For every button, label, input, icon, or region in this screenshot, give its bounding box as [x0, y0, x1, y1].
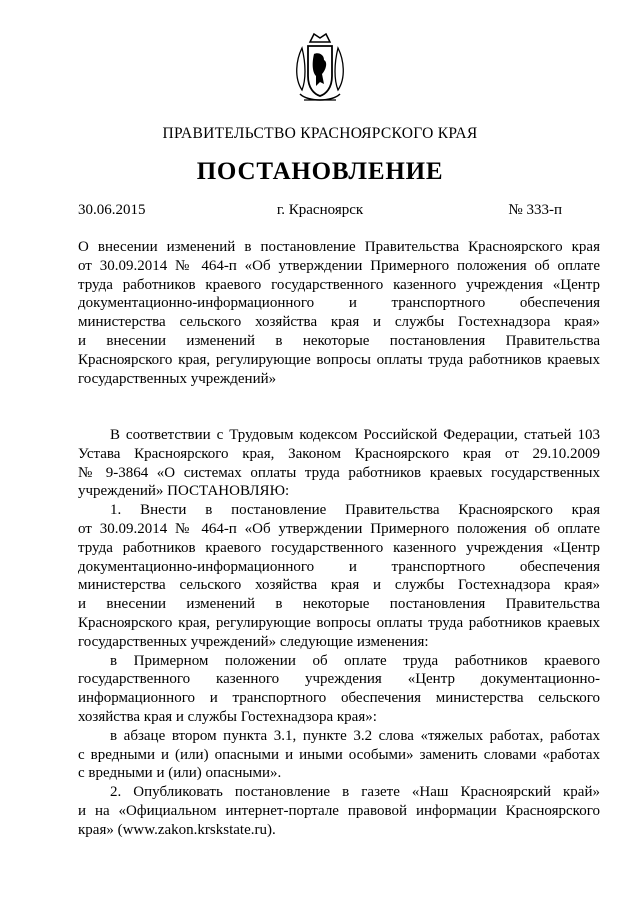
body-line: № 9-3864 «О системах оплаты труда работников краевых государственных — [78, 464, 600, 481]
body-line: хозяйства края и службы Гостехнадзора края»: — [78, 708, 377, 725]
subject-line: О внесении изменений в постановление Правительства Красноярского края — [78, 239, 600, 255]
body-line: 2. Опубликовать постановление в газете «Наш Красноярский край» — [110, 784, 600, 801]
subject-line: государственных учреждений» — [78, 370, 277, 387]
subject-line: документационно-информационного и транспортного обеспечения — [78, 295, 600, 312]
body-line: и внесении изменений в некоторые постановления Правительства — [78, 596, 600, 613]
body-line: информационного и транспортного обеспечения министерства сельского — [78, 690, 600, 707]
body-line: Красноярского края, регулирующие вопросы оплаты труда работников краевых — [78, 614, 600, 631]
subject-line: и внесении изменений в некоторые постановления Правительства — [78, 332, 600, 349]
document-date: 30.06.2015 — [78, 202, 146, 218]
subject-line: министерства сельского хозяйства края и службы Гостехнадзора края» — [78, 314, 600, 331]
body-line: министерства сельского хозяйства края и службы Гостехнадзора края» — [78, 577, 600, 594]
body-line: В соответствии с Трудовым кодексом Российской Федерации, статьей 103 — [110, 427, 600, 443]
body-line: края» (www.zakon.krskstate.ru). — [78, 821, 276, 838]
subject-line: труда работников краевого государственного казенного учреждения «Центр — [78, 276, 600, 293]
body-line: и на «Официальном интернет-портале правовой информации Красноярского — [78, 802, 600, 819]
body-line: в Примерном положении об оплате труда работников краевого — [110, 652, 600, 669]
body-line: учреждений» ПОСТАНОВЛЯЮ: — [78, 483, 290, 500]
coat-of-arms-icon — [288, 30, 352, 108]
document-body — [78, 426, 600, 840]
document-number: № 333-п — [508, 202, 562, 218]
body-line: 1. Внести в постановление Правительства Красноярского края — [110, 502, 600, 519]
body-line: документационно-информационного и транспортного обеспечения — [78, 558, 600, 575]
body-line: от 30.09.2014 № 464-п «Об утверждении Примерного положения об оплате — [78, 520, 600, 537]
document-city: г. Красноярск — [276, 202, 364, 218]
document-title: ПОСТАНОВЛЕНИЕ — [196, 158, 444, 185]
body-line: в абзаце втором пункта 3.1, пункте 3.2 слова «тяжелых работах, работах — [110, 727, 600, 744]
body-line: Устава Красноярского края, Законом Красноярского края от 29.10.2009 — [78, 445, 600, 462]
body-line: с вредными и (или) опасными и иными особыми» заменить словами «работах — [78, 746, 600, 763]
body-line: труда работников краевого государственного казенного учреждения «Центр — [78, 539, 600, 556]
body-line: государственного казенного учреждения «Центр документационно- — [78, 671, 600, 688]
body-line: государственных учреждений» следующие изменения: — [78, 633, 429, 650]
body-line: с вредными и (или) опасными». — [78, 765, 282, 782]
document-subject — [78, 238, 600, 388]
subject-line: от 30.09.2014 № 464-п «Об утверждении Примерного положения об оплате — [78, 257, 600, 274]
subject-line: Красноярского края, регулирующие вопросы оплаты труда работников краевых — [78, 351, 600, 368]
government-name: ПРАВИТЕЛЬСТВО КРАСНОЯРСКОГО КРАЯ — [162, 125, 478, 142]
